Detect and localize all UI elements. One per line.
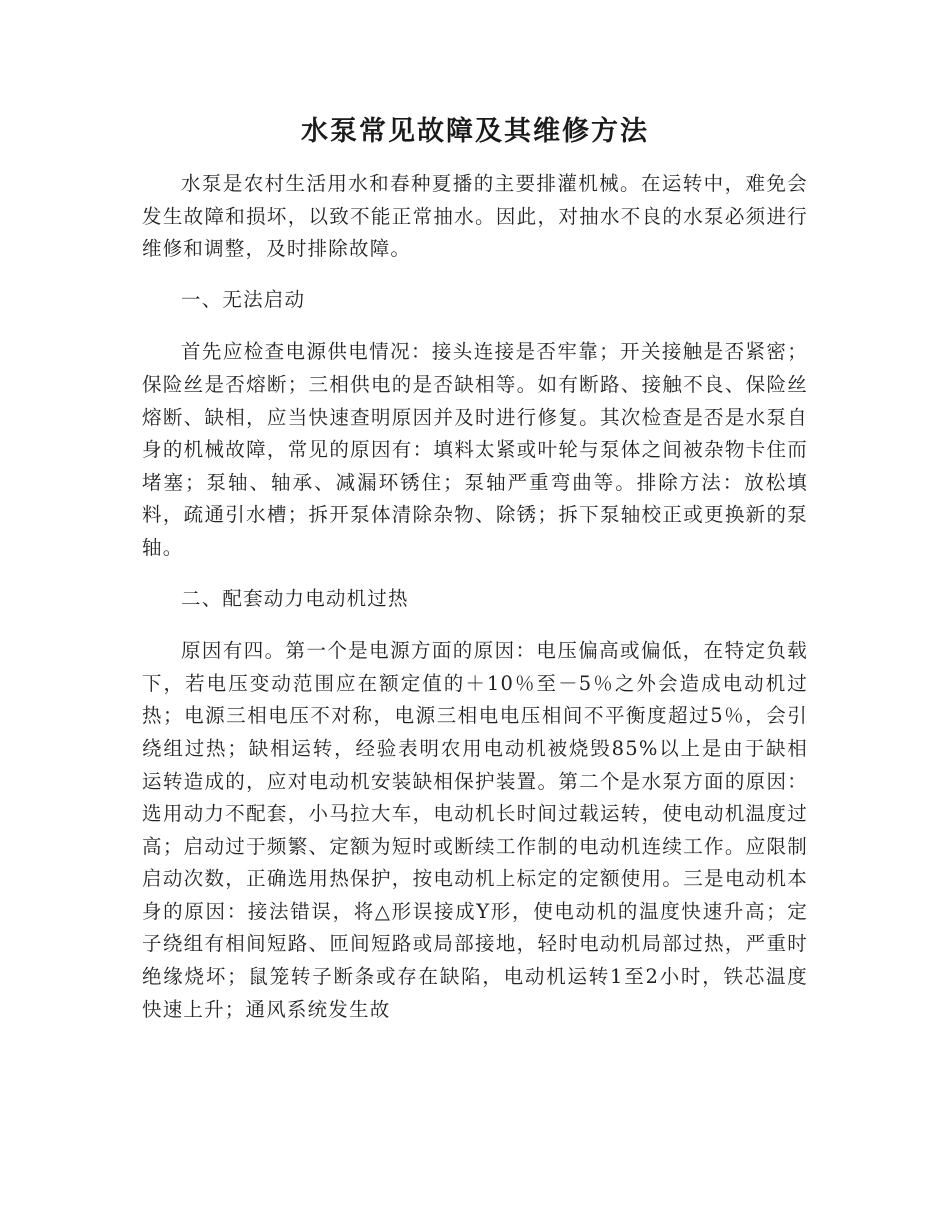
section-2-paragraph: 原因有四。第一个是电源方面的原因：电压偏高或偏低，在特定负载下，若电压变动范围应在额定值的＋10％至－5％之外会造成电动机过热；电源三相电压不对称，电源三相电电压相间不平衡度超过5％，会引绕组过热；缺相运转，经验表明农用电动机被烧毁85%以上是由于缺相运转造成的，应对电动机安装缺相保护装置。第二个是水泵方面的原因：选用动力不配套，小马拉大车，电动机长时间过载运转，使电动机温度过高；启动过于频繁、定额为短时或断续工作制的电动机连续工作。应限制启动次数，正确选用热保护，按电动机上标定的定额使用。三是电动机本身的原因：接法错误，将△形误接成Y形，使电动机的温度快速升高；定子绕组有相间短路、匝间短路或局部接地，轻时电动机局部过热，严重时绝缘烧坏；鼠笼转子断条或存在缺陷，电动机运转1至2小时，铁芯温度快速上升；通风系统发生故 xyxy=(142,639,808,1021)
intro-paragraph: 水泵是农村生活用水和春种夏播的主要排灌机械。在运转中，难免会发生故障和损坏，以致不能正常抽水。因此，对抽水不良的水泵必须进行维修和调整，及时排除故障。 xyxy=(142,172,808,261)
document-title: 水泵常见故障及其维修方法 xyxy=(301,116,649,147)
document-body xyxy=(142,168,808,1044)
section-heading-1: 一、无法启动 xyxy=(181,287,306,311)
section-heading-2: 二、配套动力电动机过热 xyxy=(181,586,409,610)
section-1-paragraph: 首先应检查电源供电情况：接头连接是否牢靠；开关接触是否紧密；保险丝是否熔断；三相供电的是否缺相等。如有断路、接触不良、保险丝熔断、缺相，应当快速查明原因并及时进行修复。其次检查是否是水泵自身的机械故障，常见的原因有：填料太紧或叶轮与泵体之间被杂物卡住而堵塞；泵轴、轴承、减漏环锈住；泵轴严重弯曲等。排除方法：放松填料，疏通引水槽；拆开泵体清除杂物、除锈；拆下泵轴校正或更换新的泵轴。 xyxy=(142,340,808,559)
